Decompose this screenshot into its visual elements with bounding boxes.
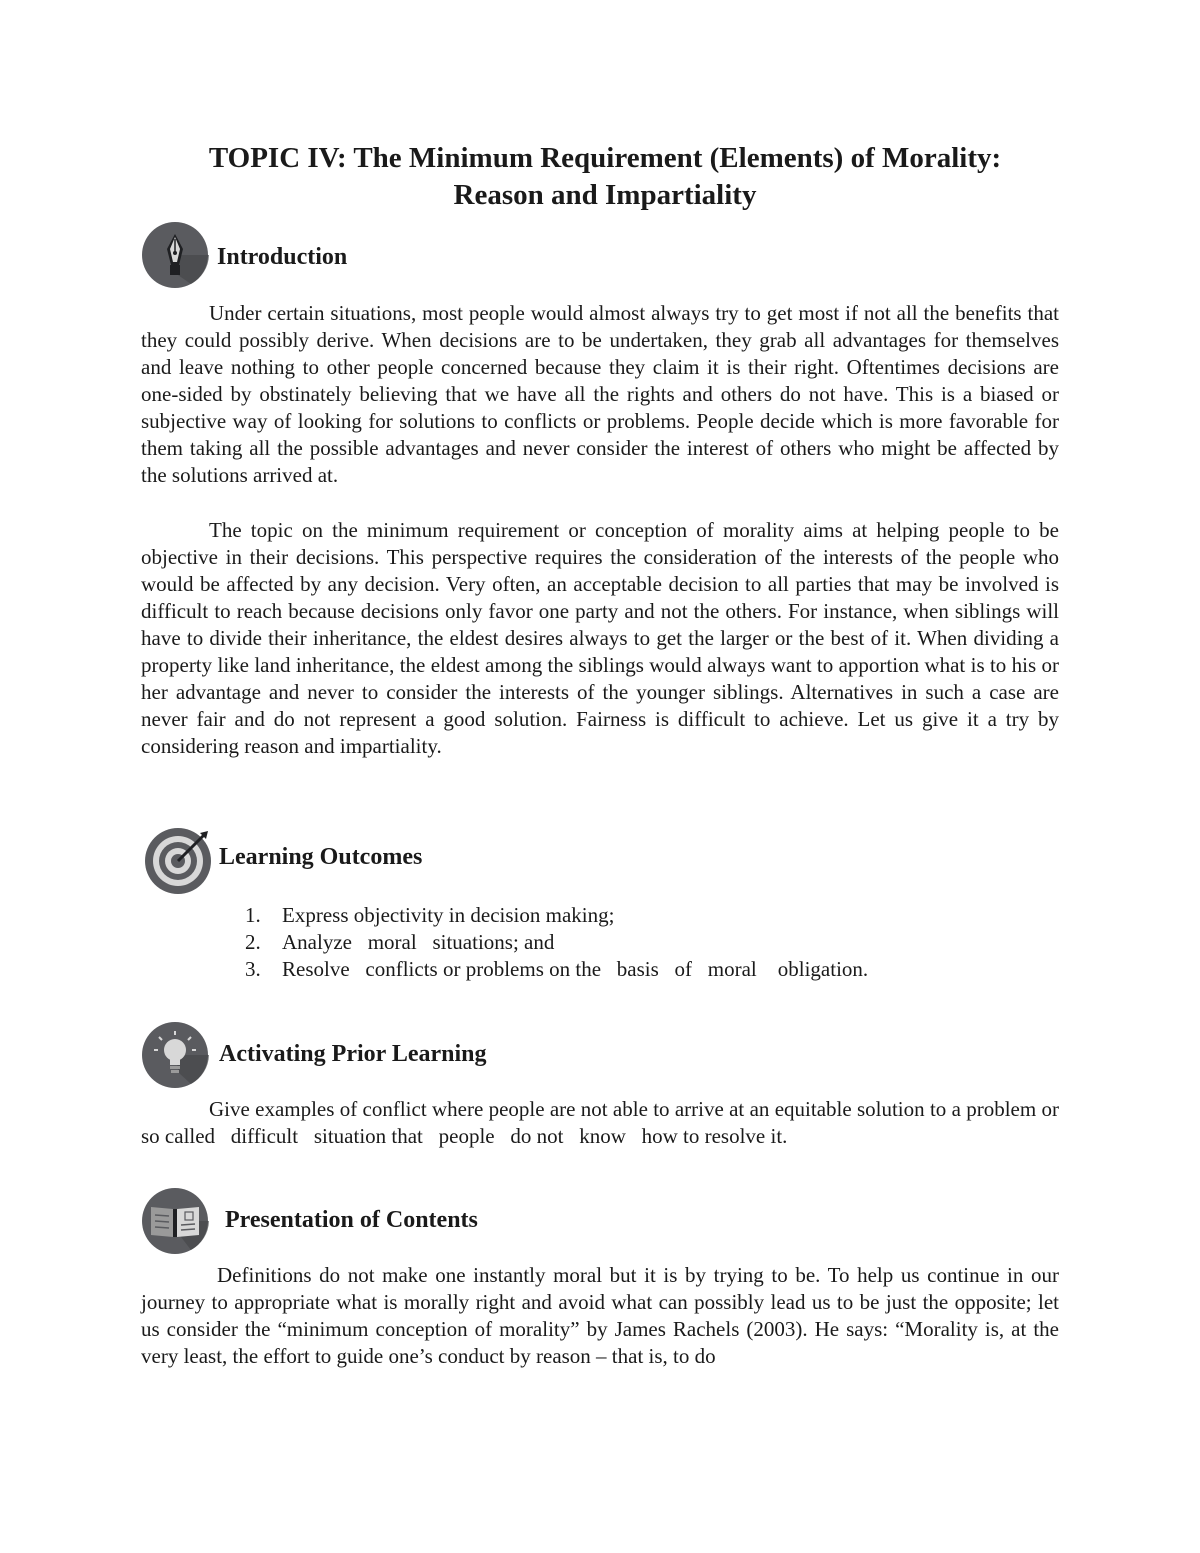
learning-outcomes-heading: Learning Outcomes <box>219 844 423 870</box>
open-book-icon <box>141 1187 209 1255</box>
list-item-number: 1. <box>245 903 261 927</box>
presentation-of-contents-paragraph: Definitions do not make one instantly moral but it is by trying to be. To help us continue in our journey to appropriate what is morally right and avoid what can possibly lead us to be just the opposite; let us consider the “minimum conception of morality” by James Rachels (2003). He says: “Morality is, at the very least, the effort to guide one’s conduct by reason – that is, to do <box>141 1263 1059 1368</box>
page-title <box>100 140 1110 214</box>
activating-prior-learning-heading: Activating Prior Learning <box>219 1041 487 1067</box>
list-item <box>245 902 868 929</box>
learning-outcomes-list <box>245 902 868 983</box>
activating-prior-learning-paragraph: Give examples of conflict where people are not able to arrive at an equitable solution to a problem or so called difficult situation that people do not know how to resolve it. <box>141 1097 1065 1148</box>
fountain-pen-icon <box>141 221 209 289</box>
title-line-1: TOPIC IV: The Minimum Requirement (Elements) of Morality: <box>208 142 1002 174</box>
list-item-number: 3. <box>245 957 261 981</box>
list-item-text: Resolve conflicts or problems on the basis of moral obligation. <box>282 957 869 981</box>
list-item-text: Analyze moral situations; and <box>282 930 555 954</box>
introduction-paragraph-2: The topic on the minimum requirement or conception of morality aims at helping people to be objective in their decisions. This perspective requires the consideration of the interests of the people who would be affected by any decision. Very often, an acceptable decision to all parties that may be involved is difficult to reach because decisions only favor one party and not the others. For instance, when siblings will have to divide their inheritance, the eldest desires always to get the larger or the best of it. When dividing a property like land inheritance, the eldest among the siblings would always want to apportion what is to his or her advantage and never to consider the interests of the younger siblings. Alternatives in such a case are never fair and do not represent a good solution. Fairness is difficult to achieve. Let us give it a try by considering reason and impartiality. <box>141 518 1059 758</box>
introduction-heading: Introduction <box>217 244 348 270</box>
presentation-of-contents-heading: Presentation of Contents <box>225 1207 478 1233</box>
title-line-2: Reason and Impartiality <box>453 179 757 211</box>
list-item-number: 2. <box>245 930 261 954</box>
list-item <box>245 956 868 983</box>
lightbulb-icon <box>141 1021 209 1089</box>
introduction-paragraph-1: Under certain situations, most people would almost always try to get most if not all the benefits that they could possibly derive. When decisions are to be undertaken, they grab all advantages for themselves and leave nothing to other people concerned because they claim it is their right. Oftentimes decisions are one-sided by obstinately believing that we have all the rights and others do not have. This is a biased or subjective way of looking for solutions to conflicts or problems. People decide which is more favorable for them taking all the possible advantages and never consider the interest of others who might be affected by the solutions arrived at. <box>141 301 1059 487</box>
list-item <box>245 929 868 956</box>
list-item-text: Express objectivity in decision making; <box>282 903 615 927</box>
target-icon <box>144 827 212 895</box>
